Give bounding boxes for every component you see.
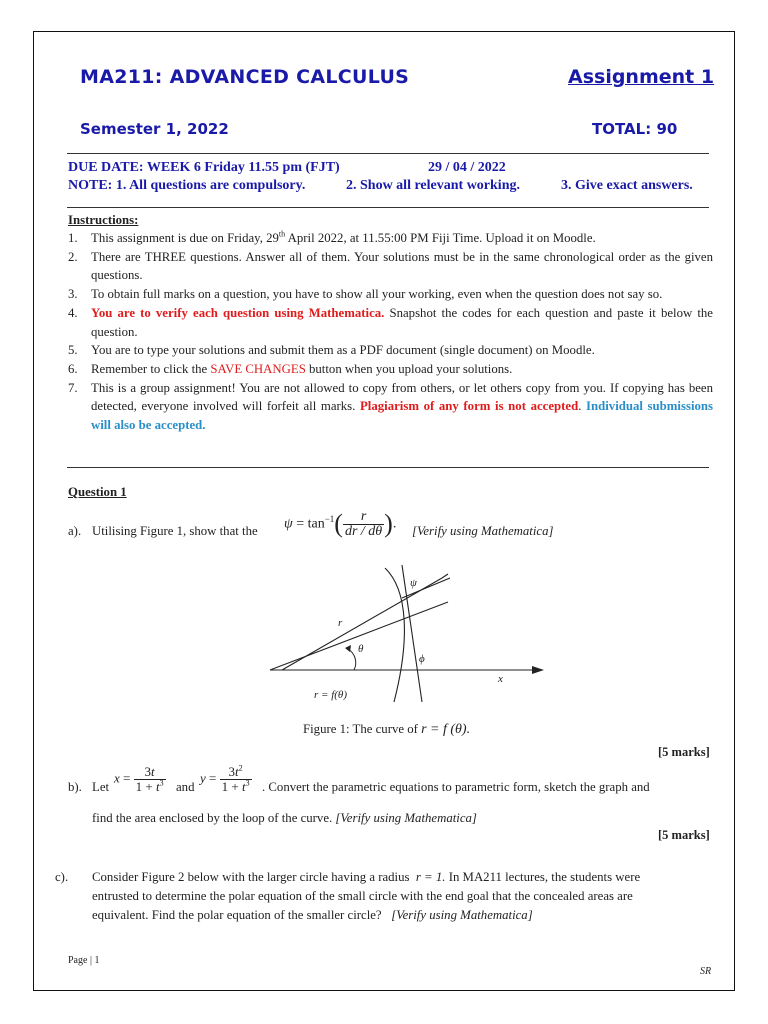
- psi-formula: $\psi = \tan^{-1}$( $\frac{r}{dr / d\theta}$ ).: [284, 509, 397, 539]
- author-initials: SR: [700, 966, 712, 977]
- due-date: DUE DATE: WEEK 6 Friday 11.55 pm (FJT): [68, 160, 340, 175]
- part-c-line-1: Consider Figure 2 below with the larger circle having a radius r = 1. In MA211 lectures, the students were: [92, 870, 641, 884]
- due-date-value: 29 / 04 / 2022: [428, 160, 506, 175]
- part-a-label: a).: [68, 524, 82, 538]
- part-b-marks: [5 marks]: [658, 828, 710, 842]
- part-a-text: Utilising Figure 1, show that the: [92, 524, 258, 538]
- part-b-let: Let: [92, 780, 110, 794]
- page-number: Page | 1: [68, 955, 100, 966]
- divider: [67, 207, 709, 208]
- divider: [67, 153, 709, 154]
- curve-f: [385, 568, 404, 702]
- semester-label: Semester 1, 2022: [80, 120, 229, 138]
- part-b-label: b).: [68, 780, 82, 794]
- instructions-list: [68, 229, 713, 435]
- instruction-item: 5. You are to type your solutions and submit them as a PDF document (single document) on Moodle.: [68, 343, 595, 358]
- note-1: NOTE: 1. All questions are compulsory.: [68, 178, 306, 193]
- figure-1-caption: Figure 1: The curve of r = f (θ).: [303, 722, 471, 737]
- part-c-label: c).: [55, 870, 69, 884]
- part-b-and: and: [176, 780, 195, 794]
- label-theta: θ: [358, 643, 364, 655]
- divider: [67, 467, 709, 468]
- question-heading: Question 1: [68, 485, 127, 499]
- part-b-text-2: find the area enclosed by the loop of the curve. [Verify using Mathematica]: [92, 811, 477, 825]
- course-title: MA211: ADVANCED CALCULUS: [80, 66, 410, 88]
- label-psi: ψ: [410, 577, 417, 589]
- x-axis-arrow: [532, 666, 544, 674]
- note-3: 3. Give exact answers.: [561, 178, 693, 193]
- instruction-item: 2. There are THREE questions. Answer all of them. Your solutions must be in the same chronological order as the given questions.: [68, 249, 713, 283]
- instructions-heading: Instructions:: [68, 213, 139, 227]
- instruction-item: 3. To obtain full marks on a question, you have to show all your working, even when the question does not say so.: [68, 287, 663, 302]
- label-x: x: [498, 673, 503, 685]
- figure-1-diagram: [262, 560, 552, 710]
- theta-arc: [348, 649, 356, 670]
- instruction-item: 7. This is a group assignment! You are not allowed to copy from others, or let others copy from you. If copying has been detected, everyone involved will forfeit all marks. Plagiarism of any form is not accepted. Individual submissions will also be accepted.: [68, 380, 714, 433]
- part-b-text: . Convert the parametric equations to parametric form, sketch the graph and: [262, 780, 650, 794]
- total-marks: TOTAL: 90: [592, 120, 678, 138]
- label-phi: ϕ: [419, 653, 425, 665]
- part-a-marks: [5 marks]: [658, 745, 710, 759]
- part-c-line-3: equivalent. Find the polar equation of the smaller circle? [Verify using Mathematica]: [92, 908, 533, 922]
- part-a-verify: [Verify using Mathematica]: [412, 524, 554, 538]
- note-2: 2. Show all relevant working.: [346, 178, 520, 193]
- assignment-title: Assignment 1: [568, 66, 715, 88]
- y-formula: y = $\frac{3t^2}{1 + t^3}$: [200, 763, 250, 794]
- instruction-item: 1. This assignment is due on Friday, 29th April 2022, at 11.55:00 PM Fiji Time. Upload it on Moodle.: [68, 229, 596, 245]
- instruction-item: 6. Remember to click the SAVE CHANGES button when you upload your solutions.: [68, 361, 513, 376]
- label-curve: r = f(θ): [314, 689, 347, 701]
- label-r: r: [338, 617, 343, 629]
- instruction-item: 4. You are to verify each question using Mathematica. Snapshot the codes for each question and paste it below the question.: [68, 305, 713, 339]
- part-c-line-2: entrusted to determine the polar equation of the small circle with the end goal that the concealed areas are: [92, 889, 633, 903]
- x-formula: x = $\frac{3t}{1 + t^3}$: [114, 764, 164, 794]
